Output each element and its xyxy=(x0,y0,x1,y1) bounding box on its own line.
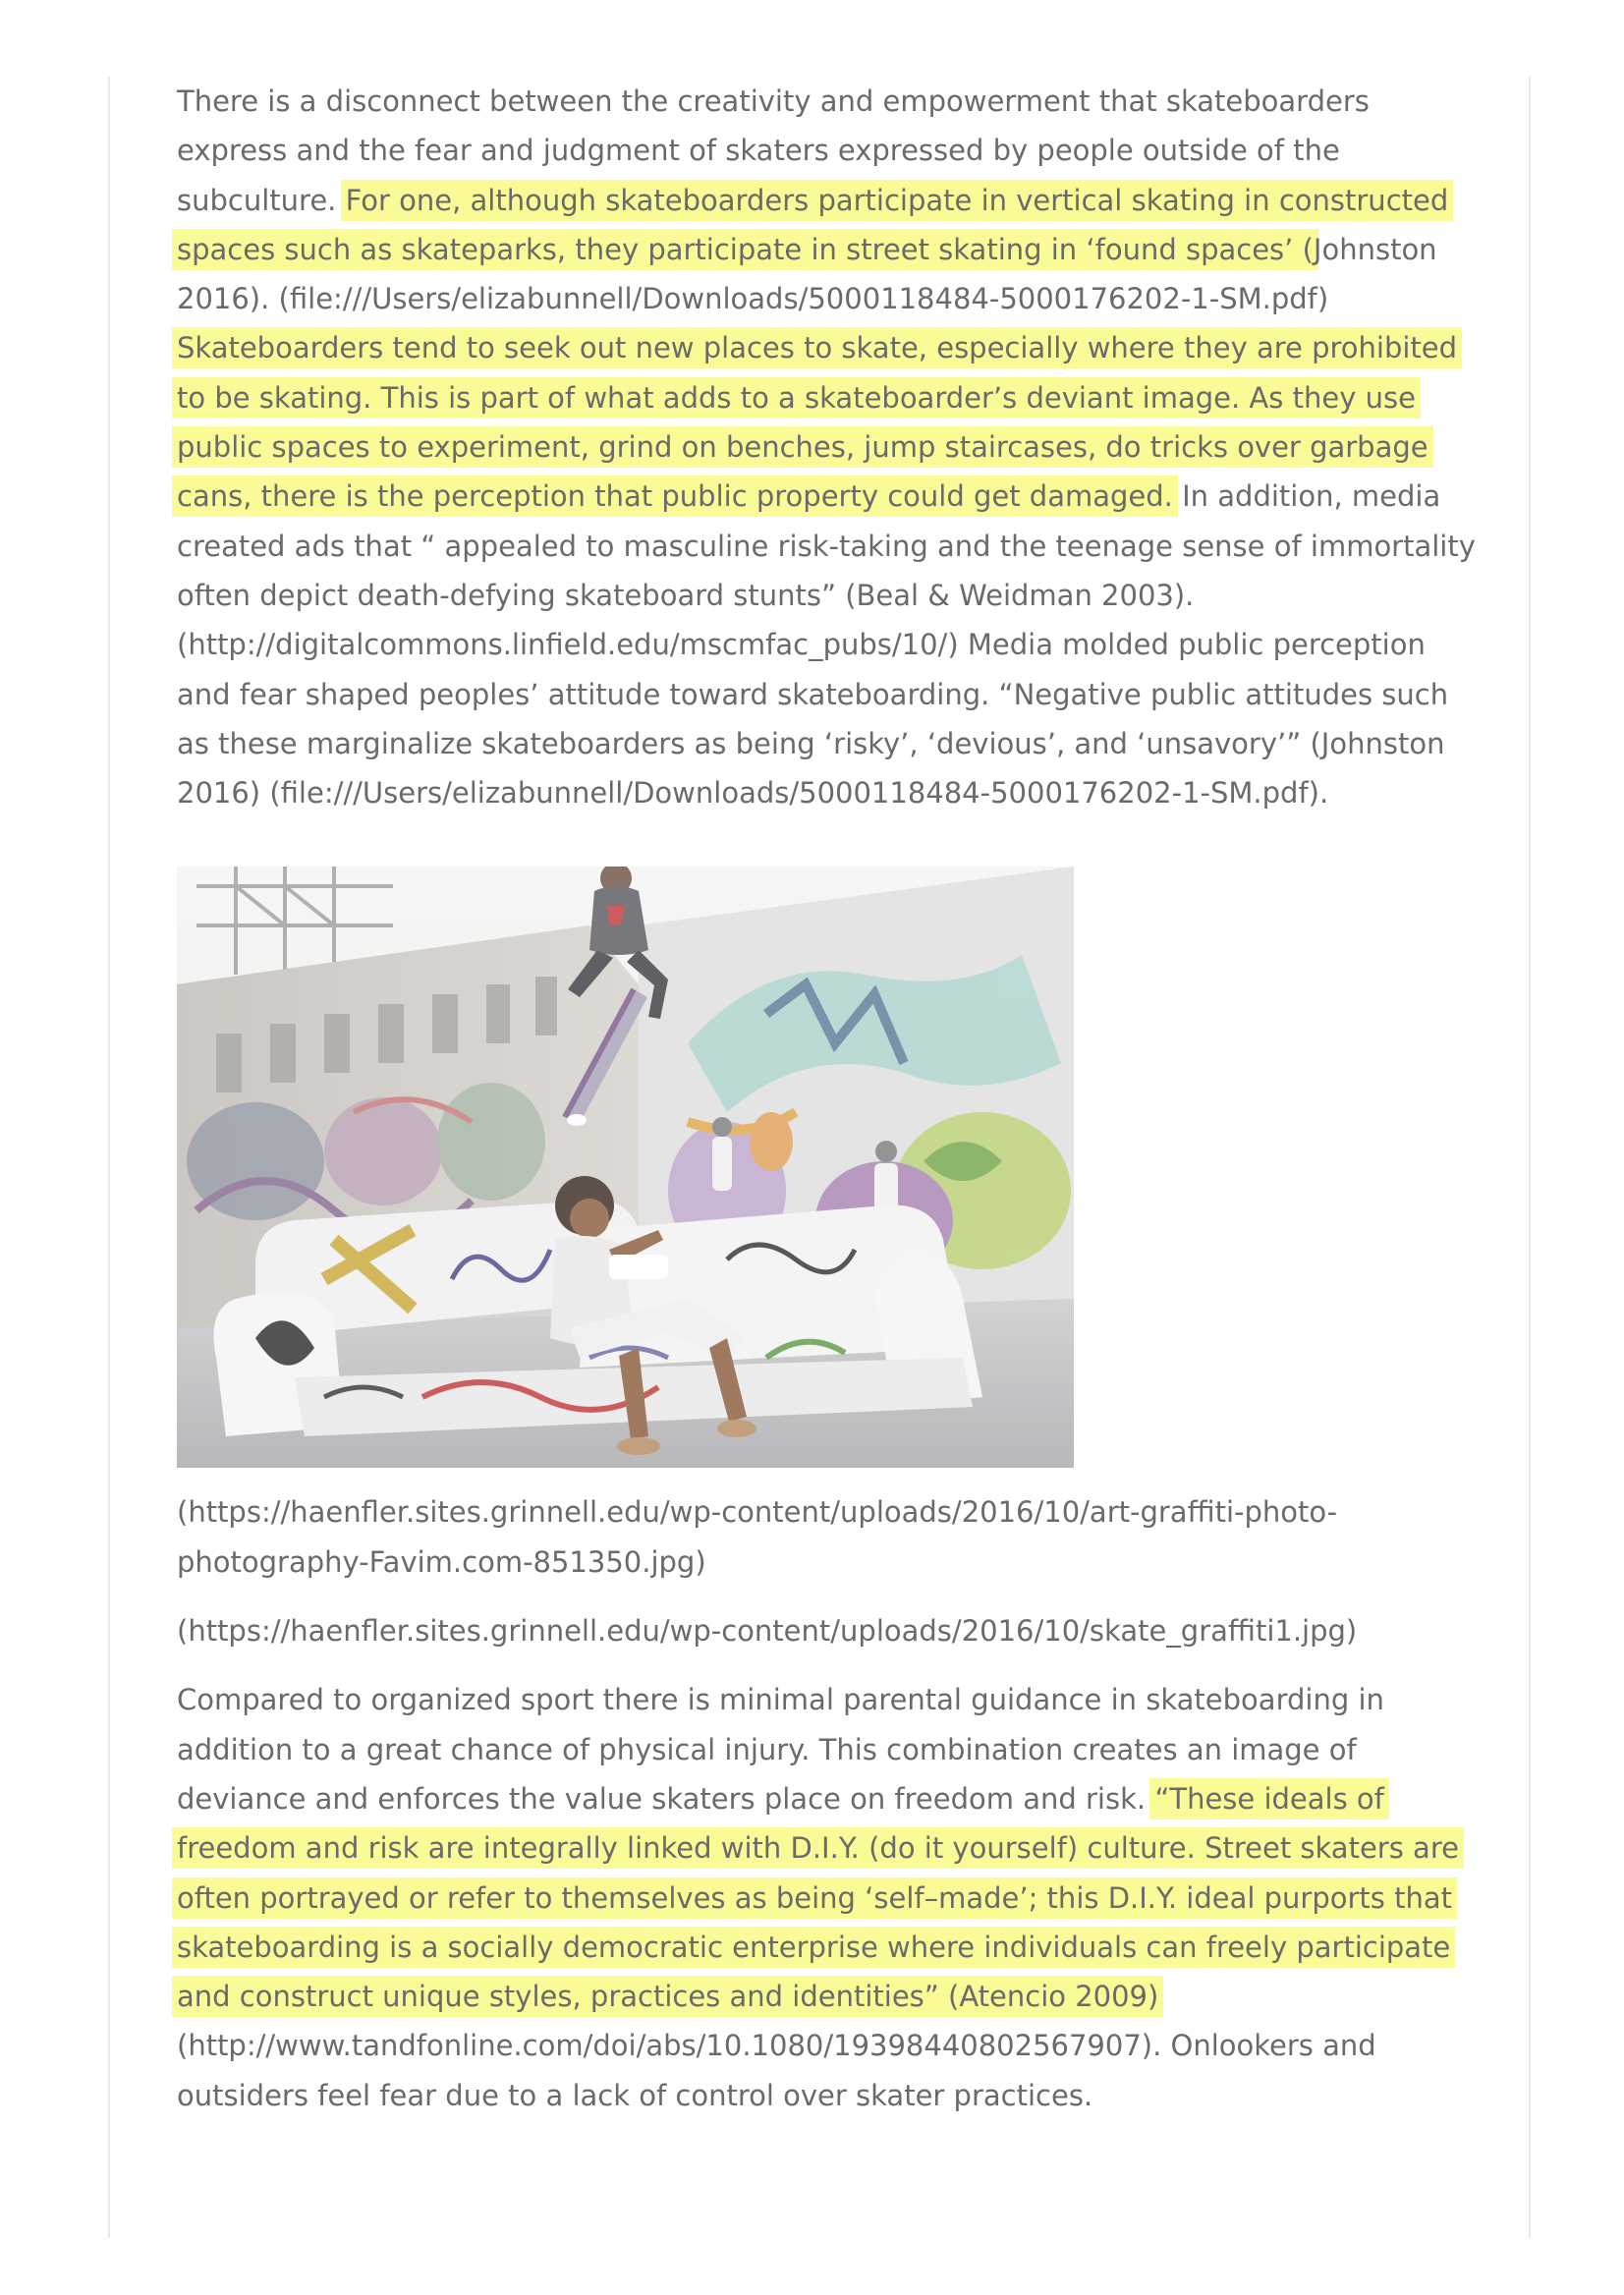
left-margin-rule xyxy=(108,77,110,2238)
paragraph-2 xyxy=(177,1675,1484,2120)
highlighted-text: For one, although skateboarders participate in vertical skating in constructed spaces such as skateparks, they participate in street skating in ‘found spaces’ ( xyxy=(172,180,1453,270)
right-margin-rule xyxy=(1529,77,1531,2238)
article-body xyxy=(177,77,1484,2120)
text-span: In addition, media created ads that “ appealed to masculine risk-taking and the teenage sense of immortality often depict death-defying skateboard stunts” (Beal & Weidman 2003). xyxy=(177,479,1476,612)
skate-graffiti-photo xyxy=(177,867,1074,1468)
text-span: (http://digitalcommons.linfield.edu/mscmfac_pubs/10/) Media molded public perception and fear shaped peoples’ attitude toward skateboarding. “Negative public attitudes such as these marginalize skateboarders as being ‘risky’, ‘devious’, and ‘unsavory’” (Johnston 2016) (file:///Users/elizabunnell/Downloads/5000118484-5000176202-1-SM.pdf). xyxy=(177,628,1449,811)
photo-caption-2: (https://haenfler.sites.grinnell.edu/wp-content/uploads/2016/10/skate_graffiti1.jpg) xyxy=(177,1614,1358,1649)
photo-caption-1: (https://haenfler.sites.grinnell.edu/wp-content/uploads/2016/10/art-graffiti-photo-photography-Favim.com-851350.jpg) xyxy=(177,1495,1338,1579)
text-span: Compared to organized sport there is minimal parental guidance in skateboarding in addition to a great chance of physical injury. This combination creates an image of deviance and enforces the value skaters place on freedom and risk. xyxy=(177,1683,1384,1816)
text-span: There is a disconnect between the creativity and empowerment that skateboarders express and the fear and judgment of skaters expressed by people outside of the subculture. xyxy=(177,84,1370,217)
photo-image xyxy=(177,867,1074,1468)
text-span: Johnston 2016). (file:///Users/elizabunnell/Downloads/5000118484-5000176202-1-SM.pdf) xyxy=(177,232,1437,316)
highlighted-text: Skateboarders tend to seek out new places to skate, especially where they are prohibited to be skating. This is part of what adds to a skateboarder’s deviant image. As they use public spaces to experiment, grind on benches, jump staircases, do tricks over garbage cans, there is the perception that public property could get damaged. xyxy=(172,327,1462,517)
paragraph-1 xyxy=(177,77,1484,817)
highlighted-text: “These ideals of freedom and risk are integrally linked with D.I.Y. (do it yourself) culture. Street skaters are often portrayed or refer to themselves as being ‘self–made’; this D.I.Y. ideal purports that skateboarding is a socially democratic enterprise where individuals can freely participate and construct unique styles, practices and identities” (Atencio 2009) xyxy=(172,1778,1464,2017)
text-span: (http://www.tandfonline.com/doi/abs/10.1080/19398440802567907). Onlookers and outsiders feel fear due to a lack of control over skater practices. xyxy=(177,2029,1376,2112)
